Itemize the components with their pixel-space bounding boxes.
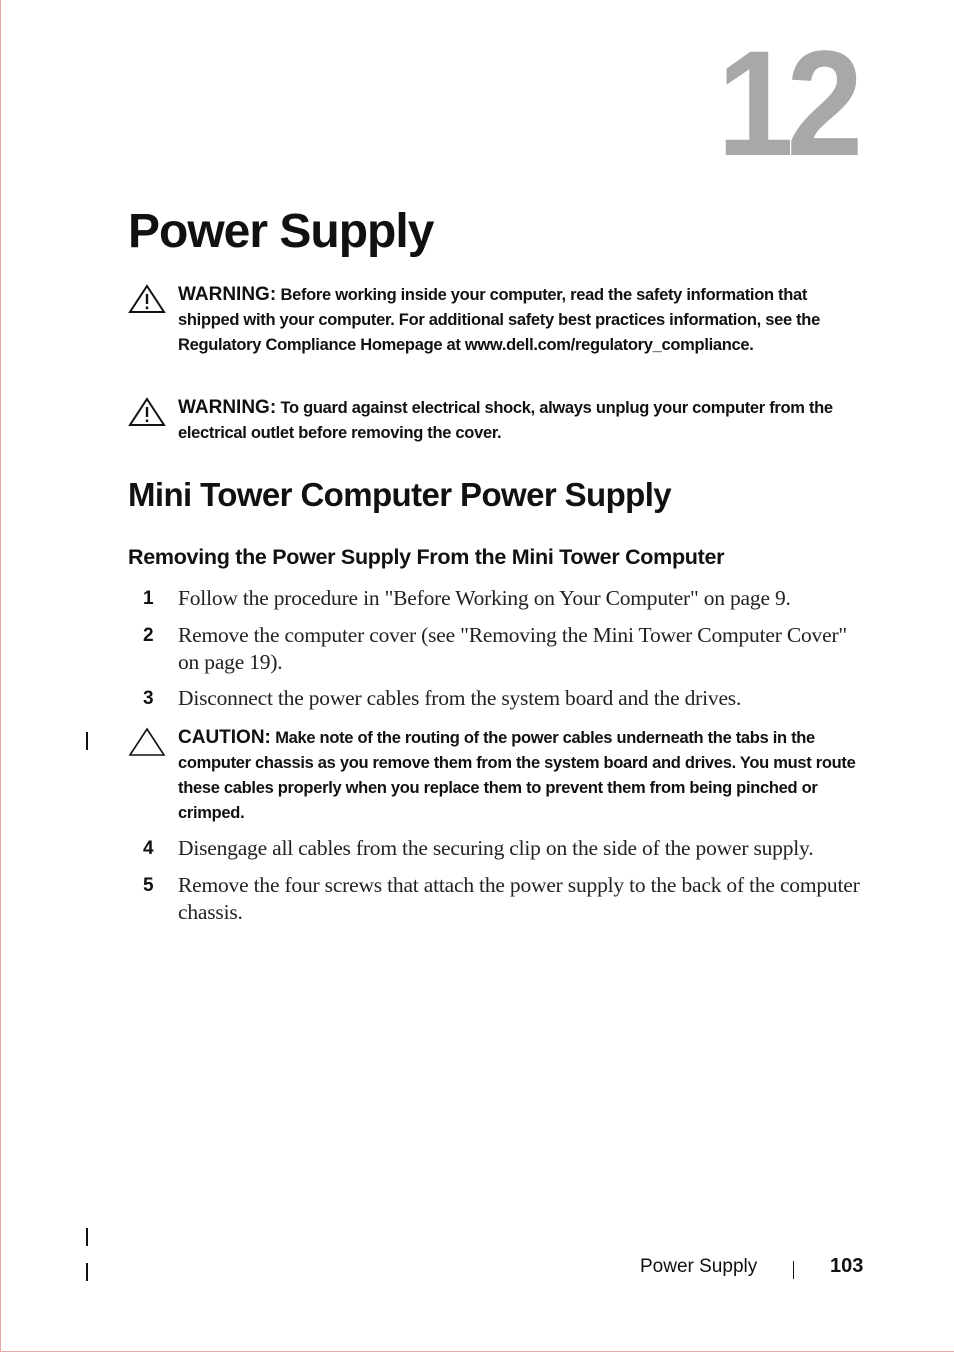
step-number: 3 (143, 688, 154, 709)
page-title: Power Supply (128, 205, 434, 258)
step-text: Disengage all cables from the securing clip on the side of the power supply. (178, 836, 814, 860)
warning-text: Before working inside your computer, read the safety information that shipped with your computer. For additional safety best practices information, see the Regulatory Compliance Homepage at www.dell.com/regulatory_compliance. (178, 286, 820, 354)
chapter-number: 12 (717, 19, 856, 187)
step-number: 4 (143, 838, 154, 859)
step-number: 1 (143, 588, 154, 609)
change-bar (86, 1263, 88, 1281)
warning-notice-2 (128, 395, 858, 446)
warning-label: WARNING: (178, 284, 277, 305)
list-item (128, 872, 868, 926)
change-bar (86, 732, 88, 750)
warning-text: To guard against electrical shock, always unplug your computer from the electrical outlet before removing the cover. (178, 399, 833, 442)
footer-section-label: Power Supply (640, 1256, 758, 1277)
page-edge-left (0, 0, 1, 1352)
list-item (128, 585, 868, 612)
step-number: 2 (143, 625, 154, 646)
section-title: Mini Tower Computer Power Supply (128, 476, 672, 513)
step-text: Disconnect the power cables from the system board and the drives. (178, 686, 742, 710)
step-number: 5 (143, 875, 154, 896)
list-item (128, 835, 868, 862)
warning-label: WARNING: (178, 397, 277, 418)
caution-triangle-icon (128, 727, 166, 757)
caution-notice (128, 725, 858, 826)
footer-page-number: 103 (830, 1255, 864, 1277)
step-text: Remove the computer cover (see "Removing the Mini Tower Computer Cover" on page 19). (178, 623, 847, 674)
change-bar (86, 1228, 88, 1246)
warning-notice-1 (128, 282, 858, 358)
step-text: Remove the four screws that attach the power supply to the back of the computer chassis. (178, 873, 860, 924)
warning-triangle-icon (128, 397, 166, 427)
caution-label: CAUTION: (178, 727, 271, 748)
footer-separator (793, 1261, 794, 1279)
list-item (128, 685, 868, 712)
warning-triangle-icon (128, 284, 166, 314)
step-text: Follow the procedure in "Before Working on Your Computer" on page 9. (178, 586, 791, 610)
list-item (128, 622, 868, 676)
caution-text: Make note of the routing of the power cables underneath the tabs in the computer chassis as you remove them from the system board and drives. You must route these cables properly when you replace them to prevent them from being pinched or crimped. (178, 729, 856, 822)
subsection-title: Removing the Power Supply From the Mini Tower Computer (128, 545, 725, 569)
